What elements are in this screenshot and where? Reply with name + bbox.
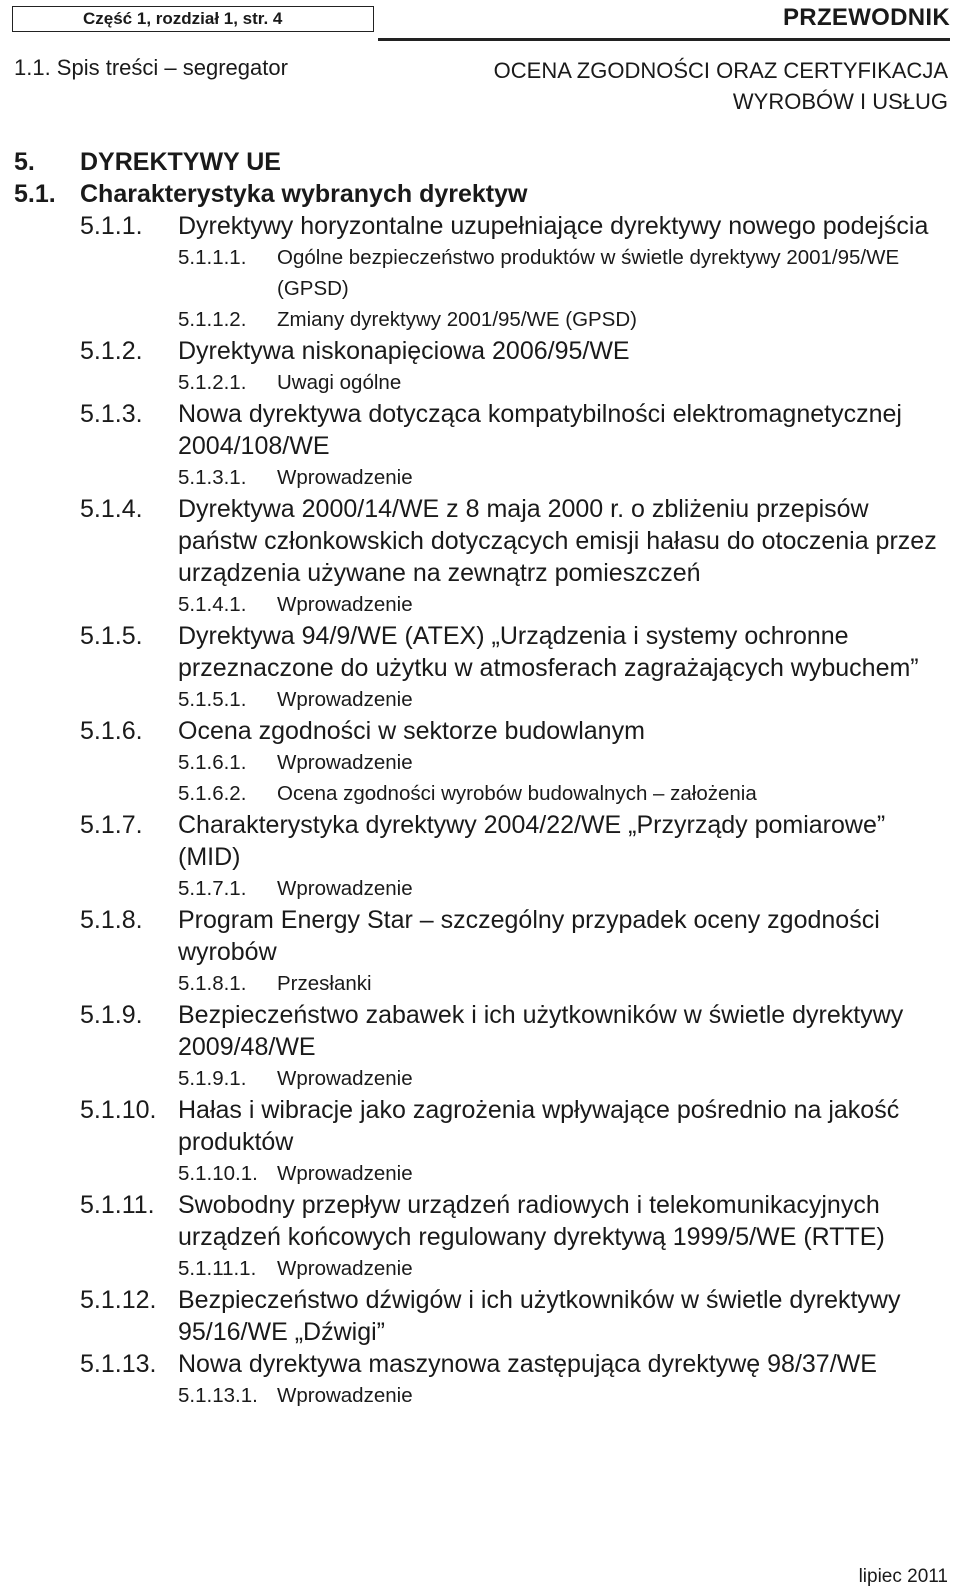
toc-number: 5.1.5. [80,622,143,650]
toc-text: Dyrektywy horyzontalne uzupełniające dyrektywy nowego podejścia [178,212,929,240]
toc-number: 5.1.8. [80,906,143,934]
toc-entry-5-1 [0,178,960,210]
subject-heading [388,55,948,117]
toc-text: Dyrektywa niskonapięciowa 2006/95/WE [178,337,630,365]
toc-entry-5-1-3 [0,398,960,462]
toc-number: 5.1.3.1. [178,466,247,489]
subject-line-1: OCENA ZGODNOŚCI ORAZ CERTYFIKACJA [493,58,948,83]
toc-number: 5.1.2. [80,337,143,365]
toc-entry-5-1-1-2 [0,304,960,335]
toc-entry-5-1-2 [0,335,960,367]
toc-text: Dyrektywa 94/9/WE (ATEX) „Urządzenia i systemy ochronne przeznaczone do użytku w atmosferach zagrażających wybuchem” [178,622,919,682]
toc-text: Wprowadzenie [277,751,413,774]
chapter-page-label: Część 1, rozdział 1, str. 4 [83,9,283,28]
toc-entry-5-1-6-1 [0,747,960,778]
toc-text: Uwagi ogólne [277,371,402,394]
toc-text: Zmiany dyrektywy 2001/95/WE (GPSD) [277,308,637,331]
toc-entry-5-1-11-1 [0,1253,960,1284]
toc-text: Ocena zgodności w sektorze budowlanym [178,717,645,745]
toc-number: 5.1.7.1. [178,877,247,900]
toc-entry-5-1-8 [0,904,960,968]
edition-date: lipiec 2011 [858,1566,948,1587]
toc-entry-5-1-7 [0,809,960,873]
toc-text: Charakterystyka dyrektywy 2004/22/WE „Przyrządy pomiarowe” (MID) [178,811,886,871]
toc-text: Ocena zgodności wyrobów budowalnych – założenia [277,782,757,805]
toc-number: 5.1.1.2. [178,308,247,331]
toc-text: Nowa dyrektywa dotycząca kompatybilności elektromagnetycznej 2004/108/WE [178,400,902,460]
chapter-page-box [12,6,374,32]
toc-entry-5 [0,146,960,178]
toc-text: Wprowadzenie [277,1162,413,1185]
toc-number: 5.1.11. [80,1191,155,1219]
toc-number: 5.1.10.1. [178,1162,258,1185]
subject-line-2: WYROBÓW I USŁUG [732,89,948,114]
toc-number: 5.1.9.1. [178,1067,247,1090]
toc-number: 5.1.7. [80,811,143,839]
toc-entry-5-1-3-1 [0,462,960,493]
toc-number: 5.1.6.2. [178,782,247,805]
table-of-contents [0,146,960,1411]
toc-number: 5.1.2.1. [178,371,247,394]
toc-entry-5-1-13-1 [0,1380,960,1411]
toc-text: Wprowadzenie [277,1067,413,1090]
toc-text: DYREKTYWY UE [80,148,281,176]
toc-number: 5.1.9. [80,1001,143,1029]
toc-entry-5-1-11 [0,1189,960,1253]
toc-text: Ogólne bezpieczeństwo produktów w świetle dyrektywy 2001/95/WE (GPSD) [277,246,900,300]
toc-number: 5.1.11.1. [178,1257,257,1280]
header-divider [378,38,950,41]
toc-entry-5-1-2-1 [0,367,960,398]
toc-entry-5-1-9-1 [0,1063,960,1094]
toc-entry-5-1-13 [0,1348,960,1380]
toc-number: 5.1.8.1. [178,972,247,995]
toc-text: Wprowadzenie [277,877,413,900]
toc-text: Wprowadzenie [277,593,413,616]
toc-entry-5-1-10 [0,1094,960,1158]
toc-number: 5.1.5.1. [178,688,247,711]
toc-number: 5.1.10. [80,1096,157,1124]
toc-number: 5.1.13.1. [178,1384,258,1407]
toc-text: Wprowadzenie [277,1384,413,1407]
toc-text: Dyrektywa 2000/14/WE z 8 maja 2000 r. o zbliżeniu przepisów państw członkowskich dotyczących emisji hałasu do otoczenia przez urządzenia używane na zewnątrz pomieszczeń [178,495,937,587]
toc-text: Program Energy Star – szczególny przypadek oceny zgodności wyrobów [178,906,880,966]
toc-number: 5.1.3. [80,400,143,428]
toc-text: Wprowadzenie [277,688,413,711]
toc-number: 5.1.4. [80,495,143,523]
toc-text: Wprowadzenie [277,466,413,489]
toc-text: Przesłanki [277,972,372,995]
toc-text: Hałas i wibracje jako zagrożenia wpływające pośrednio na jakość produktów [178,1096,900,1156]
toc-number: 5.1.6.1. [178,751,247,774]
toc-entry-5-1-6-2 [0,778,960,809]
toc-entry-5-1-7-1 [0,873,960,904]
guide-title: PRZEWODNIK [783,4,950,31]
toc-entry-5-1-6 [0,715,960,747]
breadcrumb: 1.1. Spis treści – segregator [14,55,288,80]
toc-entry-5-1-9 [0,999,960,1063]
toc-number: 5.1.6. [80,717,143,745]
toc-entry-5-1-1 [0,210,960,242]
toc-number: 5.1.4.1. [178,593,247,616]
toc-number: 5. [14,148,35,176]
toc-text: Charakterystyka wybranych dyrektyw [80,180,528,208]
toc-entry-5-1-4-1 [0,589,960,620]
toc-entry-5-1-8-1 [0,968,960,999]
toc-text: Wprowadzenie [277,1257,413,1280]
toc-entry-5-1-12 [0,1284,960,1348]
toc-entry-5-1-1-1 [0,242,960,304]
toc-text: Bezpieczeństwo zabawek i ich użytkowników w świetle dyrektywy 2009/48/WE [178,1001,904,1061]
toc-number: 5.1.1. [80,212,143,240]
toc-number: 5.1.13. [80,1350,157,1378]
toc-number: 5.1. [14,180,56,208]
toc-entry-5-1-5-1 [0,684,960,715]
toc-text: Nowa dyrektywa maszynowa zastępująca dyrektywę 98/37/WE [178,1350,877,1378]
toc-number: 5.1.12. [80,1286,157,1314]
toc-number: 5.1.1.1. [178,246,247,269]
toc-entry-5-1-10-1 [0,1158,960,1189]
toc-text: Swobodny przepływ urządzeń radiowych i telekomunikacyjnych urządzeń końcowych regulowany dyrektywą 1999/5/WE (RTTE) [178,1191,885,1251]
toc-entry-5-1-5 [0,620,960,684]
toc-text: Bezpieczeństwo dźwigów i ich użytkowników w świetle dyrektywy 95/16/WE „Dźwigi” [178,1286,901,1346]
toc-entry-5-1-4 [0,493,960,589]
